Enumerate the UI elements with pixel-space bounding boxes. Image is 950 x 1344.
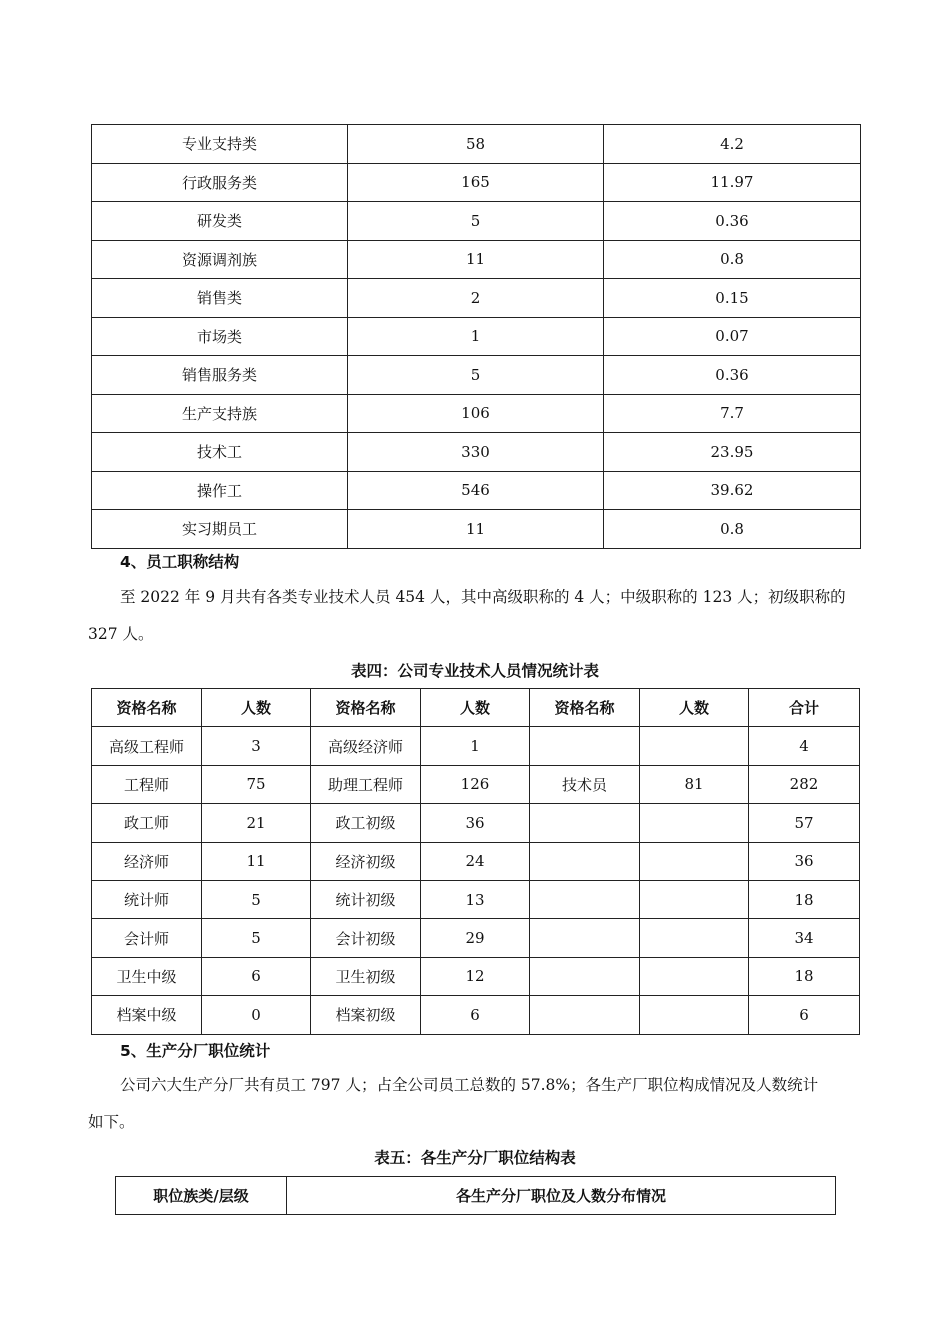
table-cell: 0.15 [604, 279, 861, 318]
table-cell: 5 [202, 919, 311, 957]
table-cell: 经济师 [92, 842, 202, 880]
table-cell: 0.36 [604, 202, 861, 241]
table-header-row [116, 1177, 836, 1215]
table-cell [640, 842, 749, 880]
table-cell: 5 [348, 202, 604, 241]
section5-heading: 5、生产分厂职位统计 [120, 1042, 271, 1060]
table-cell: 资源调剂族 [92, 240, 348, 279]
table-cell: 39.62 [604, 471, 861, 510]
header-cell: 各生产分厂职位及人数分布情况 [287, 1177, 836, 1215]
table-cell: 实习期员工 [92, 510, 348, 549]
table-cell: 0.36 [604, 356, 861, 395]
section5-paragraph-line2: 如下。 [88, 1113, 135, 1131]
table-row [92, 957, 860, 995]
table-cell: 卫生中级 [92, 957, 202, 995]
table-cell [530, 880, 640, 918]
table-cell [640, 919, 749, 957]
table-cell: 11 [348, 510, 604, 549]
header-cell: 人数 [202, 689, 311, 727]
table-cell: 11 [202, 842, 311, 880]
table-cell: 0.07 [604, 317, 861, 356]
header-cell: 资格名称 [92, 689, 202, 727]
table-cell: 0 [202, 996, 311, 1034]
table-cell [530, 957, 640, 995]
table-cell [640, 727, 749, 765]
table-cell: 统计师 [92, 880, 202, 918]
table-cell: 57 [749, 804, 860, 842]
table-row [92, 317, 861, 356]
table-cell [530, 842, 640, 880]
table-cell: 7.7 [604, 394, 861, 433]
table-row [92, 125, 861, 164]
table-cell: 126 [421, 765, 530, 803]
table-header-row [92, 689, 860, 727]
table-cell: 29 [421, 919, 530, 957]
table-cell [530, 919, 640, 957]
table4-caption: 表四：公司专业技术人员情况统计表 [350, 662, 599, 680]
section4-paragraph-line1: 至 2022 年 9 月共有各类专业技术人员 454 人，其中高级职称的 4 人；中级职称的 123 人；初级职称的 [120, 588, 846, 606]
table-cell: 2 [348, 279, 604, 318]
section4-paragraph-line2: 327 人。 [88, 625, 154, 643]
table-cell: 18 [749, 957, 860, 995]
header-cell: 职位族类/层级 [116, 1177, 287, 1215]
section5-paragraph-line1: 公司六大生产分厂共有员工 797 人；占全公司员工总数的 57.8%；各生产厂职位构成情况及人数统计 [120, 1076, 819, 1094]
table-cell: 282 [749, 765, 860, 803]
table-cell: 生产支持族 [92, 394, 348, 433]
table-cell [530, 727, 640, 765]
table-cell: 销售类 [92, 279, 348, 318]
table-cell: 11.97 [604, 163, 861, 202]
table-cell: 操作工 [92, 471, 348, 510]
table-cell: 档案中级 [92, 996, 202, 1034]
table-cell: 行政服务类 [92, 163, 348, 202]
table-cell: 政工初级 [311, 804, 421, 842]
table-cell: 81 [640, 765, 749, 803]
table-row [92, 202, 861, 241]
table-cell: 6 [421, 996, 530, 1034]
table-cell: 12 [421, 957, 530, 995]
table-row [92, 727, 860, 765]
table-cell: 技术工 [92, 433, 348, 472]
table-cell: 0.8 [604, 510, 861, 549]
table-cell: 3 [202, 727, 311, 765]
table-cell: 330 [348, 433, 604, 472]
position-category-table [91, 124, 861, 549]
table-row [92, 471, 861, 510]
table-cell: 1 [348, 317, 604, 356]
table-row [92, 163, 861, 202]
table-cell: 18 [749, 880, 860, 918]
table-cell: 研发类 [92, 202, 348, 241]
table-cell: 4 [749, 727, 860, 765]
table-cell: 36 [749, 842, 860, 880]
table-cell: 专业支持类 [92, 125, 348, 164]
table-cell: 36 [421, 804, 530, 842]
table-cell [640, 880, 749, 918]
table-cell [640, 804, 749, 842]
header-cell: 人数 [640, 689, 749, 727]
table-cell: 5 [202, 880, 311, 918]
table-row [92, 842, 860, 880]
table-cell: 经济初级 [311, 842, 421, 880]
table-cell: 助理工程师 [311, 765, 421, 803]
table-cell [530, 996, 640, 1034]
table-cell: 会计初级 [311, 919, 421, 957]
table-row [92, 356, 861, 395]
position-category-table-body [92, 125, 861, 549]
table-row [92, 919, 860, 957]
table-cell: 106 [348, 394, 604, 433]
table-cell: 5 [348, 356, 604, 395]
table-cell: 546 [348, 471, 604, 510]
table-cell: 高级经济师 [311, 727, 421, 765]
table-cell: 6 [749, 996, 860, 1034]
table-cell: 13 [421, 880, 530, 918]
table-cell [530, 804, 640, 842]
table-row [92, 279, 861, 318]
table-cell: 1 [421, 727, 530, 765]
professional-staff-table [91, 688, 860, 1035]
table-cell: 统计初级 [311, 880, 421, 918]
table-cell: 6 [202, 957, 311, 995]
table-cell: 0.8 [604, 240, 861, 279]
table-cell: 高级工程师 [92, 727, 202, 765]
table-cell: 165 [348, 163, 604, 202]
table-cell: 档案初级 [311, 996, 421, 1034]
header-cell: 人数 [421, 689, 530, 727]
table-row [92, 996, 860, 1034]
table-cell: 58 [348, 125, 604, 164]
table-row [92, 394, 861, 433]
table-row [92, 880, 860, 918]
table-cell: 销售服务类 [92, 356, 348, 395]
table-cell: 卫生初级 [311, 957, 421, 995]
table-row [92, 240, 861, 279]
table-cell: 11 [348, 240, 604, 279]
table-cell: 75 [202, 765, 311, 803]
table-cell [640, 996, 749, 1034]
table-cell: 23.95 [604, 433, 861, 472]
table-cell: 工程师 [92, 765, 202, 803]
table-cell: 21 [202, 804, 311, 842]
table5-caption: 表五：各生产分厂职位结构表 [374, 1149, 576, 1167]
table-row [92, 765, 860, 803]
table-row [92, 804, 860, 842]
header-cell: 合计 [749, 689, 860, 727]
table-cell [640, 957, 749, 995]
header-cell: 资格名称 [311, 689, 421, 727]
table-cell: 34 [749, 919, 860, 957]
table-row [92, 433, 861, 472]
table-cell: 政工师 [92, 804, 202, 842]
table-cell: 技术员 [530, 765, 640, 803]
section4-heading: 4、员工职称结构 [120, 553, 240, 571]
table-cell: 24 [421, 842, 530, 880]
table-row [92, 510, 861, 549]
table-cell: 市场类 [92, 317, 348, 356]
header-cell: 资格名称 [530, 689, 640, 727]
factory-position-table [115, 1176, 836, 1215]
table-cell: 会计师 [92, 919, 202, 957]
table-cell: 4.2 [604, 125, 861, 164]
professional-staff-table-body [92, 689, 860, 1035]
